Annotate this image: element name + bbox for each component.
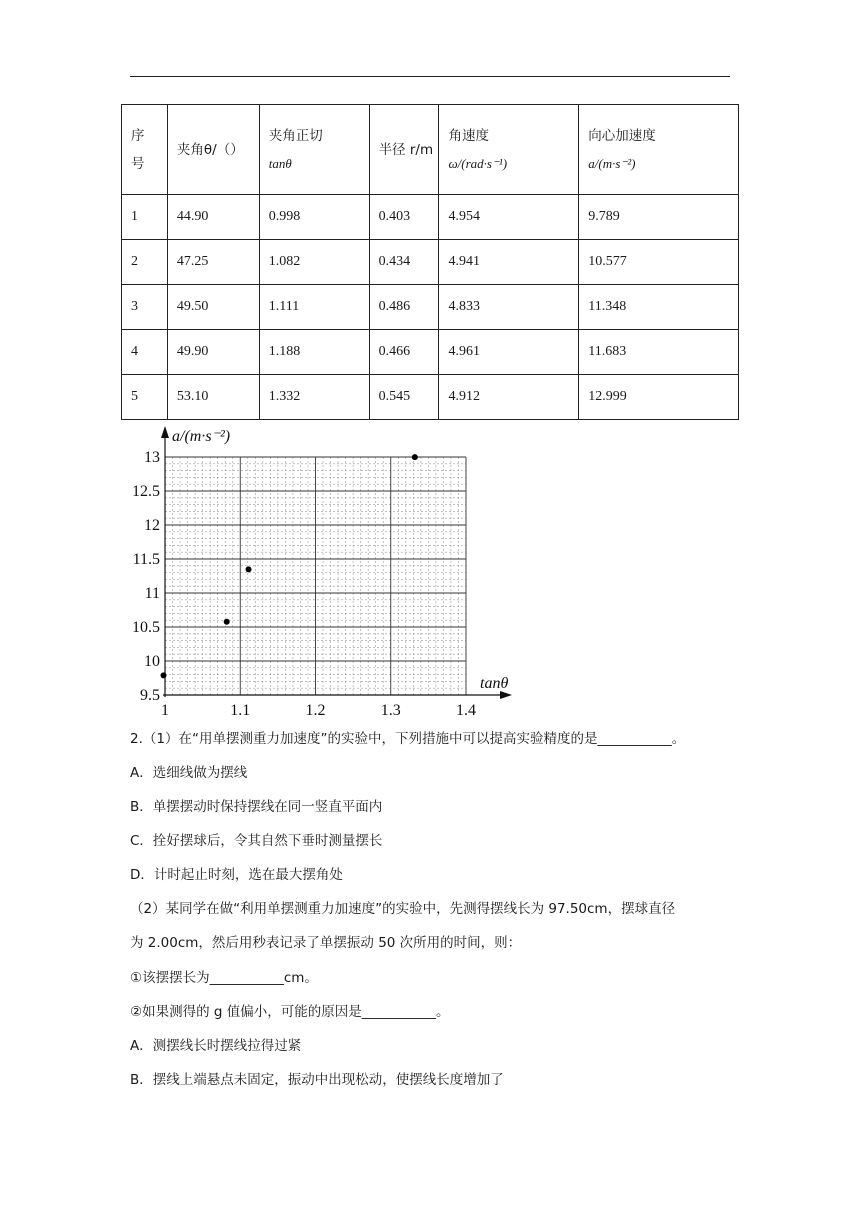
table-cell: 0.545 <box>369 375 439 420</box>
question-2-part-2-line-1: （2）某同学在做“利用单摆测重力加速度”的实验中，先测得摆线长为 97.50cm，摆球直径 <box>130 901 676 917</box>
tick-labels <box>132 449 476 719</box>
option-d: D．计时起止时刻，选在最大摆角处 <box>130 867 343 883</box>
table-row <box>122 285 739 330</box>
sub-question-1: ①该摆摆长为___________cm。 <box>130 970 318 986</box>
table-cell: 10.577 <box>579 240 739 285</box>
table-row <box>122 330 739 375</box>
table-cell: 1.188 <box>259 330 369 375</box>
question-2-part-1: 2.（1）在“用单摆测重力加速度”的实验中，下列措施中可以提高实验精度的是___________。 <box>130 731 686 747</box>
table-cell: 53.10 <box>167 375 259 420</box>
data-point <box>246 566 252 572</box>
x-axis-label: tanθ <box>480 675 509 692</box>
y-tick-label: 10 <box>144 653 160 670</box>
y-axis-arrow <box>161 426 169 438</box>
sub-question-2: ②如果测得的 g 值偏小，可能的原因是___________。 <box>130 1004 450 1020</box>
x-tick-label: 1.4 <box>456 702 476 719</box>
header-acceleration: 向心加速度 a/(m·s⁻²) <box>579 105 739 195</box>
question-2-part-2-line-2: 为 2.00cm，然后用秒表记录了单摆振动 50 次所用的时间，则： <box>130 935 522 951</box>
header-angular-velocity: 角速度 ω/(rad·s⁻¹) <box>439 105 579 195</box>
x-axis-arrow <box>500 691 512 699</box>
major-grid <box>165 457 466 695</box>
table-cell: 4.954 <box>439 195 579 240</box>
table-cell: 0.403 <box>369 195 439 240</box>
data-table <box>121 104 739 420</box>
x-tick-label: 1 <box>161 702 169 719</box>
table-row <box>122 240 739 285</box>
table-cell: 49.90 <box>167 330 259 375</box>
table-cell: 0.466 <box>369 330 439 375</box>
table-cell: 1.111 <box>259 285 369 330</box>
table-cell: 49.50 <box>167 285 259 330</box>
table-cell: 2 <box>122 240 168 285</box>
table-cell: 4 <box>122 330 168 375</box>
data-point <box>412 454 418 460</box>
header-angle: 夹角θ/（） <box>167 105 259 195</box>
y-tick-label: 11 <box>144 585 160 602</box>
table-cell: 1.082 <box>259 240 369 285</box>
table-cell: 4.912 <box>439 375 579 420</box>
y-tick-label: 9.5 <box>140 687 160 704</box>
table-cell: 47.25 <box>167 240 259 285</box>
data-points <box>160 454 417 678</box>
table-cell: 44.90 <box>167 195 259 240</box>
y-tick-label: 12.5 <box>132 483 160 500</box>
table-cell: 3 <box>122 285 168 330</box>
y-axis-label: a/(m·s⁻²) <box>172 428 231 445</box>
table-cell: 0.434 <box>369 240 439 285</box>
header-rule <box>130 76 730 77</box>
table-cell: 4.833 <box>439 285 579 330</box>
table-cell: 1.332 <box>259 375 369 420</box>
table-cell: 0.998 <box>259 195 369 240</box>
table-cell: 4.961 <box>439 330 579 375</box>
option-c: C．拴好摆球后，令其自然下垂时测量摆长 <box>130 833 383 849</box>
header-tangent: 夹角正切 tanθ <box>259 105 369 195</box>
x-tick-label: 1.3 <box>380 702 401 719</box>
table-cell: 11.348 <box>579 285 739 330</box>
data-point <box>224 619 230 625</box>
option-b-2: B．摆线上端悬点未固定，振动中出现松动，使摆线长度增加了 <box>130 1072 504 1088</box>
table-header-row <box>122 105 739 195</box>
data-point <box>160 672 166 678</box>
table-cell: 4.941 <box>439 240 579 285</box>
table-row <box>122 375 739 420</box>
option-a: A．选细线做为摆线 <box>130 765 248 781</box>
table-cell: 9.789 <box>579 195 739 240</box>
option-b: B．单摆摆动时保持摆线在同一竖直平面内 <box>130 799 383 815</box>
x-tick-label: 1.2 <box>305 702 326 719</box>
header-index: 序 号 <box>122 105 168 195</box>
scatter-chart <box>120 420 520 720</box>
table-cell: 1 <box>122 195 168 240</box>
y-tick-label: 13 <box>144 449 160 466</box>
y-tick-label: 10.5 <box>132 619 160 636</box>
table-cell: 12.999 <box>579 375 739 420</box>
x-tick-label: 1.1 <box>230 702 251 719</box>
y-tick-label: 11.5 <box>132 551 160 568</box>
y-tick-label: 12 <box>144 517 160 534</box>
header-radius: 半径 r/m <box>369 105 439 195</box>
table-cell: 11.683 <box>579 330 739 375</box>
table-cell: 0.486 <box>369 285 439 330</box>
table-row <box>122 195 739 240</box>
table-cell: 5 <box>122 375 168 420</box>
option-a-2: A．测摆线长时摆线拉得过紧 <box>130 1038 302 1054</box>
